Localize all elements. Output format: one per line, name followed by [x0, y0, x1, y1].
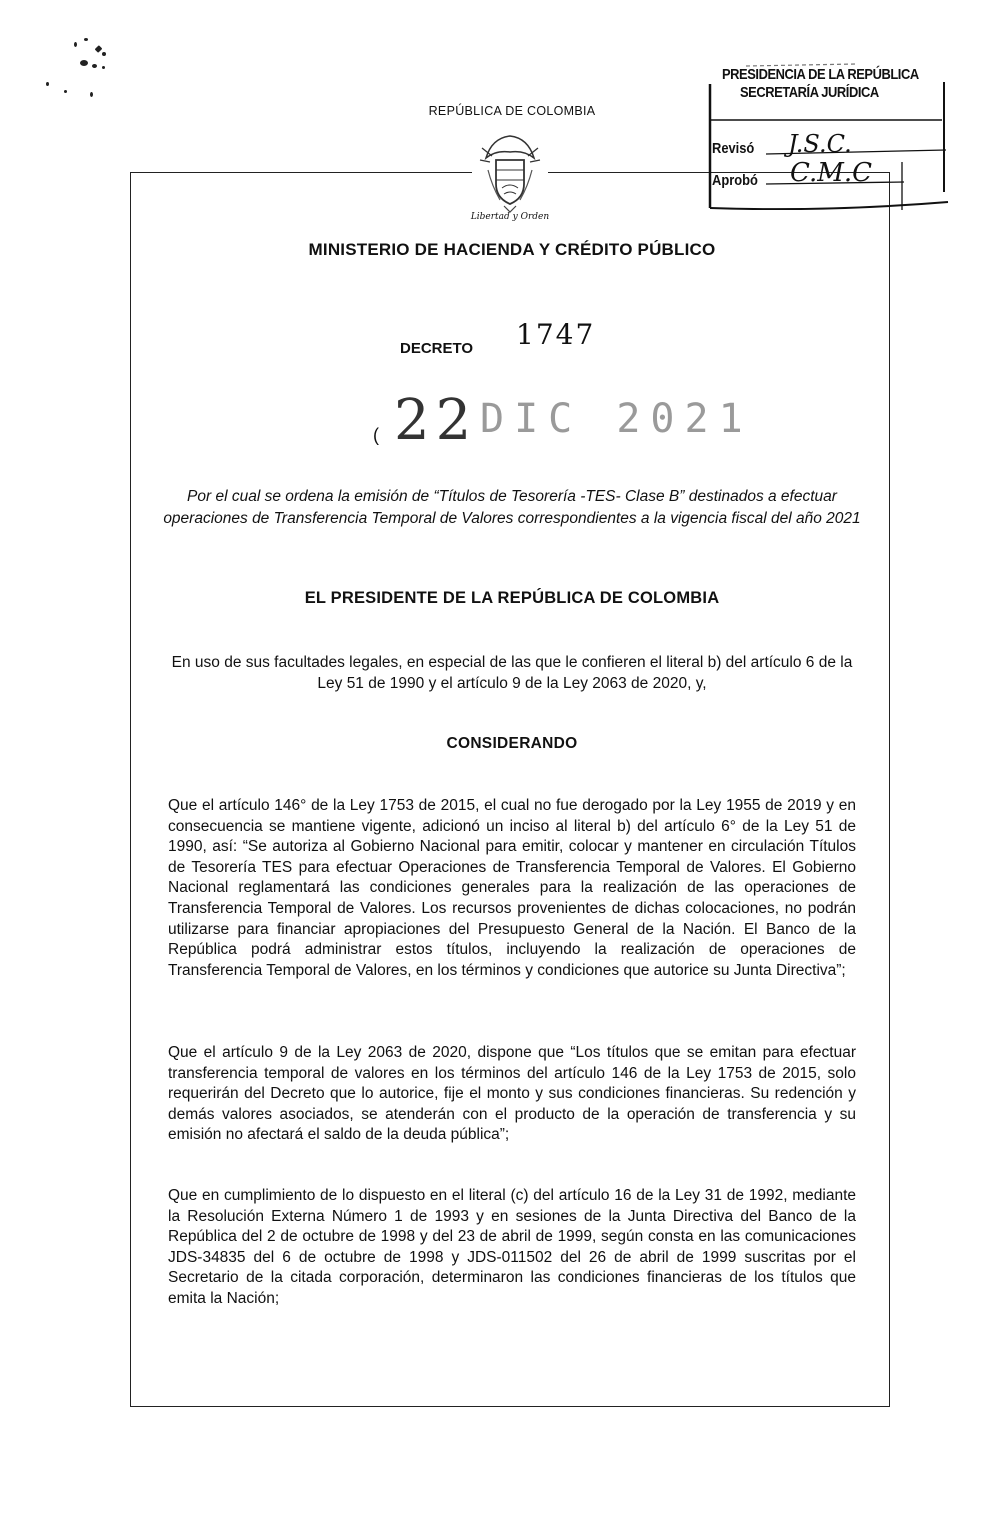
considerando-paragraph: Que en cumplimiento de lo dispuesto en el literal (c) del artículo 16 de la Ley 31 de 1992, mediante la Resolución Externa Número 1 de 1993 y en sesiones de la Junta Directiva del Banco de la República del 2 de octubre de 1998 y del 23 de abril de 1999, según consta en las comunicaciones JDS-34835 del 6 de octubre de 1998 y JDS-011502 del 26 de abril de 1999 suscritas por el Secretario de la citada corporación, determinaron las condiciones financieras de los títulos que emita la Nación;: [168, 1187, 856, 1307]
decree-subtitle: Por el cual se ordena la emisión de “Títulos de Tesorería -TES- Clase B” destinados a efectuar operaciones de Transferencia Temporal de Valores correspondientes a la vigencia fiscal del año 2021: [163, 488, 861, 527]
considerando-heading: CONSIDERANDO: [446, 735, 578, 752]
decree-label: DECRETO: [400, 340, 474, 357]
ministry-title: MINISTERIO DE HACIENDA Y CRÉDITO PÚBLICO: [308, 240, 716, 259]
motto: Libertad y Orden: [470, 212, 550, 222]
stamp-presidencia-heading: PRESIDENCIA DE LA REPÚBLICA: [722, 66, 919, 83]
stamp-secretaria-heading: SECRETARÍA JURÍDICA: [740, 84, 879, 101]
stamp-reviso-label: Revisó: [712, 140, 755, 157]
president-heading: EL PRESIDENTE DE LA REPÚBLICA DE COLOMBIA: [304, 589, 720, 607]
date-month-year: DIC 2021: [480, 396, 753, 442]
stamp-aprobo-label: Aprobó: [712, 172, 758, 189]
considerando-paragraph: Que el artículo 146° de la Ley 1753 de 2015, el cual no fue derogado por la Ley 1955 de 2019 y en consecuencia se mantiene vigente, adicionó un inciso al literal b) del artículo 6° de la Ley 51 de 1990, así: “Se autoriza al Gobierno Nacional para emitir, colocar y mantener en circulación Títulos de Tesorería TES para efectuar Operaciones de Transferencia Temporal de Valores. El Gobierno Nacional reglamentará las condiciones generales para la realización de las operaciones de Transferencia Temporal de Valores. Los recursos provenientes de dichas colocaciones, no podrán utilizarse para financiar apropiaciones del Presupuesto General de la Nación. El Banco de la República podrá administrar estos títulos, incluyendo la realización de operaciones de Transferencia Temporal de Valores, en los términos y condiciones que autorice su Junta Directiva”;: [168, 797, 856, 979]
stamp-aprobo-initials: C.M.C: [790, 158, 873, 188]
decree-number: 1747: [516, 318, 596, 351]
date-day: 22: [394, 388, 478, 453]
coat-of-arms-icon: [478, 130, 542, 216]
considerando-paragraph: Que el artículo 9 de la Ley 2063 de 2020, dispone que “Los títulos que se emitan para efectuar transferencia temporal de valores en los términos del artículo 146 de la Ley 1753 de 2015, solo requerirán del Decreto que lo autorice, fije el monto y sus condiciones financieras. Su redención y demás valores asociados, se atenderán con el producto de la operación de transferencia y su emisión no afectará el saldo de la deuda pública”;: [168, 1044, 856, 1144]
republica-heading: REPÚBLICA DE COLOMBIA: [428, 104, 596, 118]
stamp-reviso-initials: J.S.C.: [788, 130, 852, 158]
date-paren: (: [373, 425, 379, 445]
legal-powers-text: En uso de sus facultades legales, en especial de las que le confieren el literal b) del artículo 6 de la Ley 51 de 1990 y el artículo 9 de la Ley 2063 de 2020, y,: [171, 654, 853, 692]
